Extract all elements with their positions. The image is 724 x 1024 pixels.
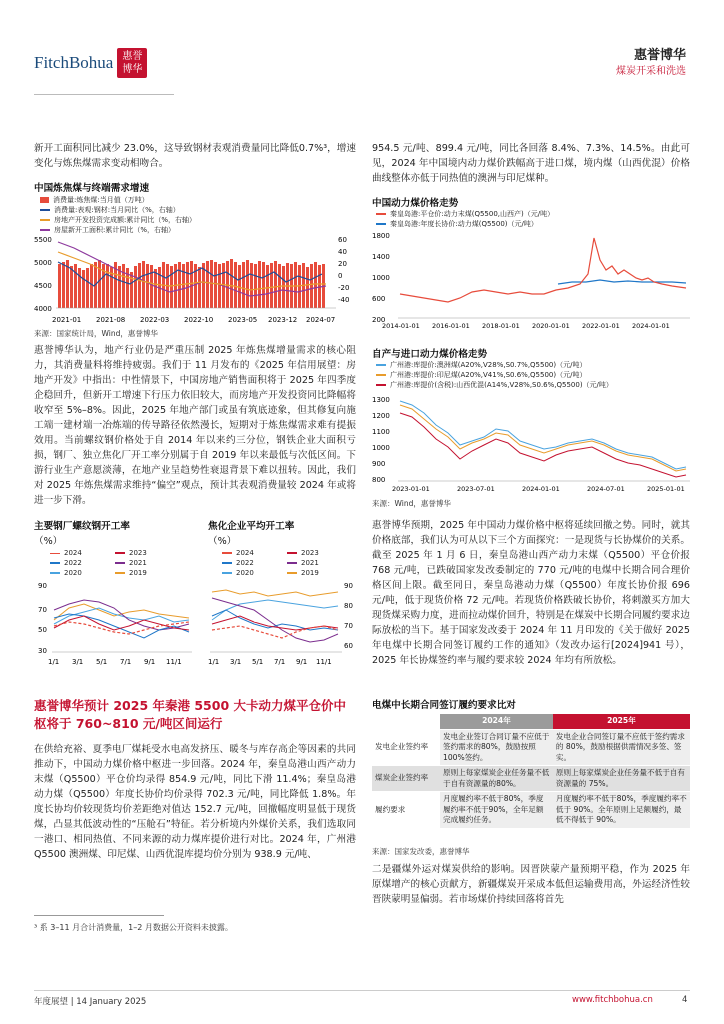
tick-label: -20 xyxy=(338,284,350,292)
svg-text:600: 600 xyxy=(372,295,386,303)
table-header-row xyxy=(372,714,690,729)
legend-item: 2023 xyxy=(129,549,147,557)
legend-item: 2020 xyxy=(64,569,82,577)
chart4-plot xyxy=(372,230,692,330)
legend-item: 消费量:表观:钢材:当月同比（%，右轴） xyxy=(54,206,180,214)
svg-text:1400: 1400 xyxy=(372,253,390,261)
svg-text:1100: 1100 xyxy=(372,428,390,436)
svg-text:80: 80 xyxy=(344,602,353,610)
legend-item: 2021 xyxy=(129,559,147,567)
svg-text:2022-01-01: 2022-01-01 xyxy=(582,322,620,330)
left-para-2: 惠誉博华认为，地产行业仍是严重压制 2025 年炼焦煤增量需求的核心阻力，其消费量料将维持疲弱。我们于 11 月发布的《2025 年信用展望：房地产开发》中指出：中性情景下，中国房地产销售面积将于 2025 年四季度企稳回升，但新开工增速下行压力依旧较大，而房地产开发投资同比降幅将收窄至 5%–8%。因此，2025 年地产部门或虽有筑底迹象，但其修复向施工端一建材端一冶炼端的传导路径依然漫长，短期对于炼焦煤需求难有提振效用。当前螺纹钢价格处于自 2014 年以来约三分位，钢铁企业大面积亏损，钢厂、独立焦化厂开工率分别属于自 2019 年以来最低与次低区间。下游行业生产意愿淡薄，在地产业呈趋势性衰退背景下难以扭转。因此，我们对 2025 年炼焦煤需求维持“偏空”观点，预计其表观消费量较 2024 年或将进一步下滑。 xyxy=(34,345,356,506)
tick-label: 20 xyxy=(338,260,347,268)
svg-text:3/1: 3/1 xyxy=(230,658,242,666)
svg-text:5/1: 5/1 xyxy=(252,658,264,666)
legend-item: 2024 xyxy=(236,549,254,557)
footnote-divider xyxy=(34,915,164,916)
svg-text:2024-07: 2024-07 xyxy=(306,316,336,324)
table-title: 电煤中长期合同签订履约要求比对 xyxy=(372,700,516,711)
svg-text:7/1: 7/1 xyxy=(120,658,132,666)
legend-item: 2023 xyxy=(301,549,319,557)
page-number: 4 xyxy=(682,995,688,1005)
svg-text:9/1: 9/1 xyxy=(144,658,156,666)
svg-text:900: 900 xyxy=(372,460,386,468)
chart2-title: 主要钢厂螺纹钢开工率 xyxy=(34,521,130,532)
legend-item: 2019 xyxy=(301,569,319,577)
svg-text:11/1: 11/1 xyxy=(316,658,332,666)
right-para-1: 954.5 元/吨、899.4 元/吨，同比各回落 8.4%、7.3%、14.5%。由此可见，2024 年中国境内动力煤价跌幅高于进口煤，境内煤（山西优混）价格曲线整体亦低于同热值的澳洲与印尼煤种。 xyxy=(372,143,690,184)
tick-label: -40 xyxy=(338,296,350,304)
footer-divider xyxy=(34,990,690,991)
svg-text:90: 90 xyxy=(38,582,47,590)
footnote: ³ 系 3–11 月合计消费量，1–2 月数据公开资料未披露。 xyxy=(34,923,233,932)
svg-text:3/1: 3/1 xyxy=(72,658,84,666)
chart2-unit: （%） xyxy=(34,536,63,547)
svg-text:9/1: 9/1 xyxy=(296,658,308,666)
logo-text: FitchBohua xyxy=(34,53,114,72)
cell: 月度履约率不低于80%，季度履约率不低于 90%。全年原则上足额履约，最低不得低于 90%。 xyxy=(553,792,690,829)
svg-text:50: 50 xyxy=(38,626,47,634)
svg-text:2024-07-01: 2024-07-01 xyxy=(587,485,625,493)
legend-item: 2020 xyxy=(236,569,254,577)
legend-item: 房地产开发投资完成额:累计同比（%，右轴） xyxy=(54,216,197,224)
legend-item: 广州港:库提价:印尼煤(A20%,V41%,S0.6%,Q5500)（元/吨） xyxy=(390,371,587,379)
svg-text:2016-01-01: 2016-01-01 xyxy=(432,322,470,330)
col-2024: 2024年 xyxy=(440,714,553,729)
legend-item: 秦皇岛港:平仓价:动力末煤(Q5500,山西产)（元/吨） xyxy=(390,210,555,218)
legend-item: 广州港:库提价(含税):山西优混(A14%,V28%,S0.6%,Q5500)（元/吨） xyxy=(390,381,613,389)
svg-text:70: 70 xyxy=(38,606,47,614)
tick-label: 5500 xyxy=(34,236,52,244)
svg-text:2023-05: 2023-05 xyxy=(228,316,258,324)
cell: 发电企业合同签订量不应低于签约需求的 80%，鼓励根据供需情况多签、签实。 xyxy=(553,729,690,766)
svg-text:2023-07-01: 2023-07-01 xyxy=(457,485,495,493)
table-row xyxy=(372,766,690,792)
svg-text:60: 60 xyxy=(344,642,353,650)
legend-item: 2022 xyxy=(236,559,254,567)
chart4-legend xyxy=(376,209,554,229)
chart1-plot xyxy=(34,234,356,326)
chart5-legend xyxy=(376,360,613,390)
svg-text:1000: 1000 xyxy=(372,444,390,452)
cell: 原则上每家煤炭企业任务量不低于自有资源量的80%。 xyxy=(440,766,553,792)
svg-text:2024-01-01: 2024-01-01 xyxy=(522,485,560,493)
tick-label: 4500 xyxy=(34,282,52,290)
svg-text:90: 90 xyxy=(344,582,353,590)
svg-text:2025-01-01: 2025-01-01 xyxy=(647,485,685,493)
svg-text:2022-10: 2022-10 xyxy=(184,316,214,324)
chart3-plot xyxy=(196,580,360,670)
row-label: 履约要求 xyxy=(372,792,440,829)
tick-label: 4000 xyxy=(34,305,52,313)
svg-text:2021-08: 2021-08 xyxy=(96,316,126,324)
cell: 原则上每家煤炭企业任务量不低于自有资源量的 75%。 xyxy=(553,766,690,792)
chart1-legend xyxy=(40,195,196,235)
chart5-title: 自产与进口动力煤价格走势 xyxy=(372,349,488,360)
cell: 月度履约率不低于80%，季度履约率不低于90%，全年足额完成履约任务。 xyxy=(440,792,553,829)
svg-text:1300: 1300 xyxy=(372,396,390,404)
chart5-plot xyxy=(372,393,692,493)
legend-item: 消费量:炼焦煤:当月值（万吨） xyxy=(53,196,149,204)
svg-text:200: 200 xyxy=(372,316,386,324)
chart3-legend xyxy=(222,548,352,578)
svg-text:2023-01-01: 2023-01-01 xyxy=(392,485,430,493)
svg-text:1000: 1000 xyxy=(372,274,390,282)
svg-text:7/1: 7/1 xyxy=(274,658,286,666)
svg-text:2021-01: 2021-01 xyxy=(52,316,82,324)
table-row xyxy=(372,792,690,829)
contract-table xyxy=(372,714,690,829)
svg-text:2014-01-01: 2014-01-01 xyxy=(382,322,420,330)
left-para-1: 新开工面积同比减少 23.0%，这导致钢材表观消费量同比降低0.7%³，增速变化与炼焦煤需求变动相吻合。 xyxy=(34,143,356,169)
svg-text:2018-01-01: 2018-01-01 xyxy=(482,322,520,330)
chart1-title: 中国炼焦煤与终端需求增速 xyxy=(34,183,150,194)
table-source: 来源：国家发改委，惠誉博华 xyxy=(372,847,470,856)
svg-text:2020-01-01: 2020-01-01 xyxy=(532,322,570,330)
footer-report-info: 年度展望 | 14 January 2025 xyxy=(34,997,147,1007)
table-row xyxy=(372,729,690,766)
legend-item: 房屋新开工面积:累计同比（%，右轴） xyxy=(54,226,176,234)
legend-item: 广州港:库提价:澳洲煤(A20%,V28%,S0.7%,Q5500)（元/吨） xyxy=(390,361,587,369)
company-name: 惠誉博华 xyxy=(633,48,686,63)
chart1-source: 来源：国家统计局，Wind，惠誉博华 xyxy=(34,329,158,338)
cell: 发电企业签订合同订量不应低于签约需求的80%，鼓励按照100%签约。 xyxy=(440,729,553,766)
svg-text:2024-01-01: 2024-01-01 xyxy=(632,322,670,330)
svg-text:2023-12: 2023-12 xyxy=(268,316,298,324)
svg-text:800: 800 xyxy=(372,476,386,484)
logo-seal: 惠誉博华 xyxy=(117,48,147,78)
tick-label: 5000 xyxy=(34,259,52,267)
header-divider xyxy=(34,94,174,95)
row-label: 煤炭企业签约率 xyxy=(372,766,440,792)
legend-item: 2019 xyxy=(129,569,147,577)
svg-text:30: 30 xyxy=(38,647,47,655)
chart3-unit: （%） xyxy=(208,536,237,547)
chart2-legend xyxy=(50,548,180,578)
col-2025: 2025年 xyxy=(553,714,690,729)
chart2-plot xyxy=(34,580,194,670)
svg-text:70: 70 xyxy=(344,622,353,630)
svg-text:1/1: 1/1 xyxy=(208,658,220,666)
right-para-2: 惠誉博华预期，2025 年中国动力煤价格中枢将延续回撤之势。同时，就其价格底部，我们认为可从以下三个方面探究：一是现货与长协煤价的关系。截至 2025 年 1 月 6 日，秦皇岛港山西产动力末煤（Q5500）平仓价报 768 元/吨，已跌破国家发改委制定的 770 元/吨的电煤中长期合同合理价格区间上限。截至同日，秦皇岛港动力煤（Q5500）年度长协价报 696 元/吨，低于现货价格 72 元/吨。若现货价格跌破长协价，将刺激买方加大现货煤采购力度，进而拉动煤价回升，特别是在煤炭中长期合同履约要求边际放松的当下。基于国家发改委于 2024 年 11 月印发的《关于做好 2025 年电煤中长期合同签订履约工作的通知》（发改办运行[2024]941 号），2025 年长协煤签约率与履约要求较 2024 年均有所放松。 xyxy=(372,520,690,666)
svg-text:1200: 1200 xyxy=(372,412,390,420)
tick-label: 60 xyxy=(338,236,347,244)
left-para-3: 在供给充裕、夏季电厂煤耗受水电高发挤压、暖冬与库存高企等因素的共同推动下，中国动力煤价格中枢进一步回落。2024 年，秦皇岛港山西产动力末煤（Q5500）平仓价均录得 854.9 元/吨，同比下滑 11.4%；秦皇岛港动力煤（Q5500）年度长协价均价录得 702.3 元/吨，同比降低 1.8%。年度长协均价较现货均价差距绝对值达 152.7 元/吨，回撤幅度明显低于现货煤，凸显其低波动性的“压舱石”特征。若分析境内外煤价关系，我们选取同一港口、相同热值、不同来源的动力煤库提价进行对比。2024 年，广州港 Q5500 澳洲煤、印尼煤、山西优混库提均价分别为 938.9 元/吨、 xyxy=(34,744,356,860)
legend-item: 2022 xyxy=(64,559,82,567)
svg-text:5/1: 5/1 xyxy=(96,658,108,666)
tick-label: 40 xyxy=(338,248,347,256)
chart3-title: 焦化企业平均开工率 xyxy=(208,521,295,532)
section-heading: 惠誉博华预计 2025 年秦港 5500 大卡动力煤平仓价中枢将于 760~810 元/吨区间运行 xyxy=(34,698,346,731)
footer-website-link[interactable]: www.fitchbohua.cn xyxy=(572,995,653,1005)
legend-item: 2024 xyxy=(64,549,82,557)
svg-text:1800: 1800 xyxy=(372,232,390,240)
row-label: 发电企业签约率 xyxy=(372,729,440,766)
logo xyxy=(34,48,147,78)
svg-text:1/1: 1/1 xyxy=(48,658,60,666)
chart4-title: 中国动力煤价格走势 xyxy=(372,198,459,209)
legend-item: 秦皇岛港:年度长协价:动力煤(Q5500)（元/吨） xyxy=(390,220,538,228)
svg-text:11/1: 11/1 xyxy=(166,658,182,666)
chart5-source: 来源：Wind，惠誉博华 xyxy=(372,499,451,508)
tick-label: 0 xyxy=(338,272,343,280)
section-subtitle: 煤炭开采和洗选 xyxy=(616,66,686,77)
svg-text:2022-03: 2022-03 xyxy=(140,316,170,324)
legend-item: 2021 xyxy=(301,559,319,567)
right-para-3: 二是疆煤外运对煤炭供给的影响。因晋陕蒙产量预期平稳，作为 2025 年原煤增产的核心贡献方，新疆煤炭开采成本低但运输费用高，外运经济性较晋陕蒙明显偏弱。若市场煤价持续回落将首先 xyxy=(372,864,690,905)
